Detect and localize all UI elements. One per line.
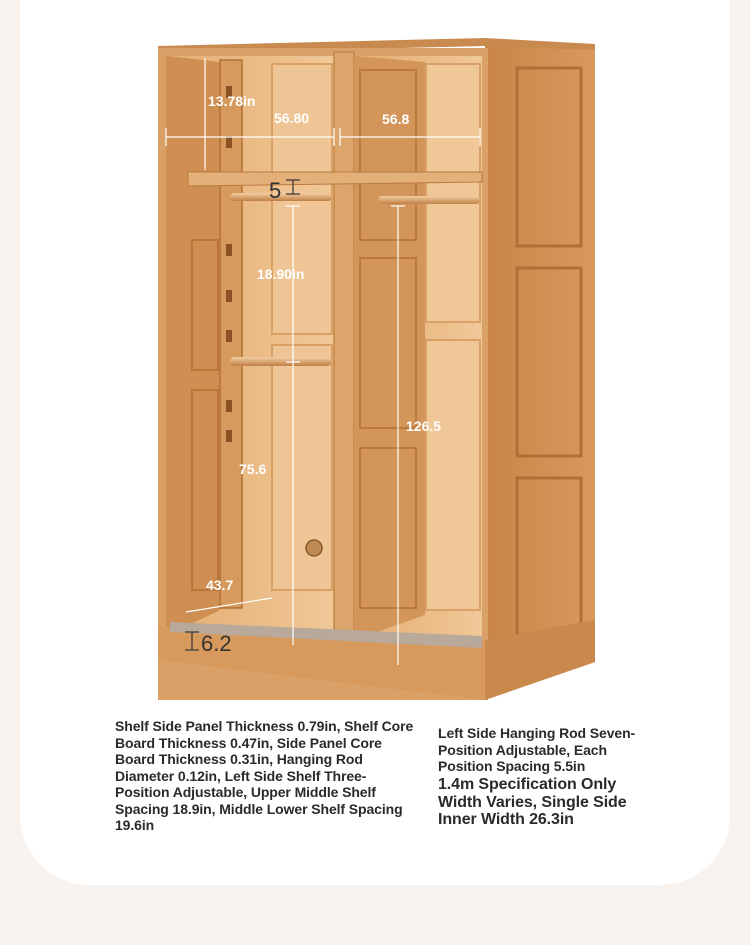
product-card (20, 0, 730, 885)
left-hanging-rod-middle (230, 357, 332, 366)
dim-base-height: 6.2 (201, 631, 232, 656)
wardrobe-illustration (20, 0, 730, 710)
dim-bottom-depth: 43.7 (206, 577, 234, 593)
dim-total-height: 126.5 (406, 418, 442, 434)
dim-left-depth: 13.78in (208, 93, 256, 109)
right-back-panel-lower (426, 340, 480, 610)
right-inner-side-wall (354, 56, 425, 640)
vent-grille (306, 540, 322, 556)
center-divider (334, 52, 354, 642)
dim-left-lower-height: 75.6 (239, 461, 267, 477)
dim-rod-gap: 5 (269, 178, 282, 203)
caption-specs-right-small: Left Side Hanging Rod Seven-Position Adjustable, Each Position Spacing 5.5in (438, 725, 636, 774)
dim-left-width: 56.80 (274, 110, 310, 126)
right-hanging-rod (378, 196, 480, 204)
right-back-panel-upper (426, 64, 480, 322)
dim-shelf-spacing: 18.90in (257, 266, 305, 282)
caption-specs-right-large: 1.4m Specification Only Width Varies, Single Side Inner Width 26.3in (438, 776, 627, 828)
left-back-panel-lower (272, 345, 332, 590)
caption-specs-left: Shelf Side Panel Thickness 0.79in, Shelf Core Board Thickness 0.47in, Side Panel Core Board Thickness 0.31in, Hanging Rod Diameter 0.12in, Left Side Shelf Three-Position Adjustable, Upper Middle Shelf Spacing 18.9in, Middle Lower Shelf Spacing 19.6in (115, 718, 414, 833)
cabinet-side-panel (485, 42, 595, 700)
dim-right-width: 56.8 (382, 111, 410, 127)
